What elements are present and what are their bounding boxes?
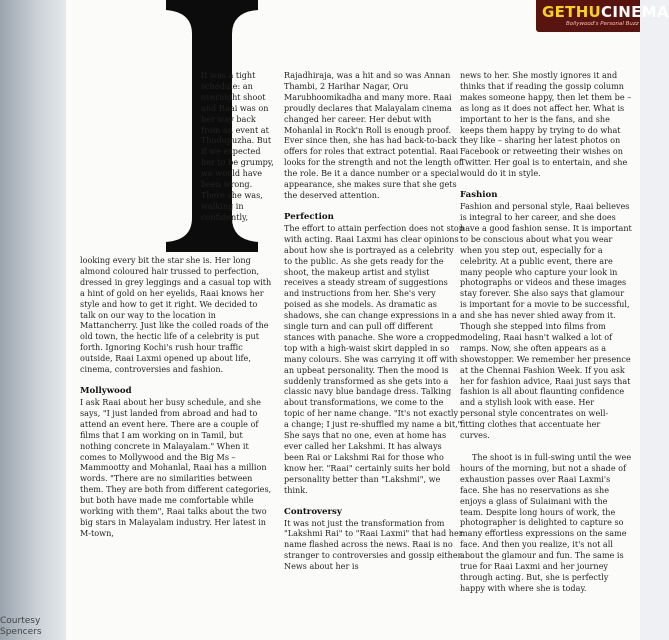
logo-brand-part-1: GETHU bbox=[542, 3, 602, 21]
perfection-heading: Perfection bbox=[284, 211, 334, 222]
mollywood-text: I ask Raai about her busy schedule, and she says, "I just landed from abroad and had to attend an event here. There are a couple of films that I am working on in Tamil, but nothing concrete in Malayalam." When it comes to Mollywood and the Big Ms – Mammootty and Mohanlal, Raai has a million words. "There are no similarities between them. They are both from different categories, but both have made me comfortable while working with them", Raai talks about the two big stars in Malayalam industry. Her latest in M-town, bbox=[80, 396, 272, 538]
gethucinema-logo bbox=[536, 0, 669, 32]
perfection-text: The effort to attain perfection does not stop with acting. Raai Laxmi has clear opinions about how she is portrayed as a celebrity to the public. As she gets ready for the shoot, the makeup artist and stylist receives a steady stream of suggestions and instructions from her. She's very poised as she models. As dramatic as shadows, she can change expressions in a single turn and can pull off different stances with panache. She wore a cropped top with a high-waist skirt dappled in so many colours. She was carrying it off with an upbeat personality. Then the mood is suddenly transformed as she gets into a classic navy blue bandage dress. Talking about transformations, we come to the topic of her name change. "It's not exactly a change; I just re-shuffled my name a bit," She says that no one, even at home has ever called her Lakshmi. It has always been Rai or Lakshmi Rai for those who know her. "Raai" certainly suits her bold personality better than "Lakshmi", we think. bbox=[284, 222, 464, 495]
mollywood-heading: Mollywood bbox=[80, 385, 132, 396]
column-1-text: looking every bit the star she is. Her long almond coloured hair trussed to perfection, dressed in grey leggings and a casual top with a hint of gold on her eyelids, Raai knows her style and how to get it right. We decided to talk on our way to the location in Mattancherry. Just like the coiled roads of the old town, the hectic life of a celebrity is put forth. Ignoring Kochi's rush hour traffic outside, Raai Laxmi opened up about life, cinema, controversies and fashion. bbox=[80, 255, 272, 375]
column-3 bbox=[460, 70, 632, 594]
controversy-heading: Controversy bbox=[284, 506, 342, 517]
intro-text: It was a tight schedule: an overnight shoot and Raai was on her way back from an event at Thodupuzha. But if we expected her to be grumpy, we would have been wrong. There she was, walking in confidently, bbox=[201, 70, 274, 222]
logo-tagline: Bollywood's Personal Buzz bbox=[566, 21, 639, 27]
photo-credit bbox=[0, 616, 64, 638]
logo-wordmark bbox=[542, 3, 669, 21]
credit-line-2: Spencers bbox=[0, 627, 42, 637]
logo-brand-part-2: CINEMA bbox=[601, 3, 669, 21]
magazine-page bbox=[66, 0, 640, 640]
fashion-text: Fashion and personal style, Raai believes is integral to her career, and she does have a good fashion sense. It is important to be conscious about what you wear when you step out, especially for a celebrity. At a public event, there are many people who capture your look in photographs or videos and these images stay forever. She also says that glamour is important for a movie to be successful, and she has never shied away from it. Though she stepped into films from modeling, Raai hasn't walked a lot of ramps. Now, she often appears as a showstopper. We remember her presence at the Chennai Fashion Week. If you ask her for fashion advice, Raai just says that fashion is all about flaunting confidence and a stylish look with ease. Her personal style concentrates on well-fitting clothes that accentuate her curves. bbox=[460, 201, 632, 441]
closing-text: The shoot is in full-swing until the wee hours of the morning, but not a shade of exhaustion passes over Raai Laxmi's face. She has no reservations as she enjoys a glass of Sulaimani with the team. Despite long hours of work, the photographer is delighted to capture so many effortless expressions on the same face. And then you realize, it's not all about the glamour and fun. The same is true for Raai Laxmi and her journey through acting. But, she is perfectly happy with where she is today. bbox=[460, 452, 632, 593]
column-3-text: news to her. She mostly ignores it and thinks that if reading the gossip column makes someone happy, then let them be – as long as it does not affect her. What is important to her is the fans, and she keeps them happy by trying to do what they like – sharing her latest photos on Facebook or retweeting their wishes on Twitter. Her goal is to entertain, and she would do it in style. bbox=[460, 70, 632, 179]
intro-paragraph bbox=[201, 70, 275, 223]
column-1 bbox=[80, 255, 274, 539]
fashion-heading: Fashion bbox=[460, 190, 498, 201]
column-2 bbox=[284, 70, 464, 572]
controversy-text: It was not just the transformation from "Lakshmi Rai" to "Raai Laxmi" that had her name flashed across the news. Raai is no stranger to controversies and gossip either. News about her is bbox=[284, 517, 464, 572]
credit-line-1: Courtesy bbox=[0, 616, 41, 626]
photo-edge-strip bbox=[0, 0, 66, 640]
column-2-text: Rajadhiraja, was a hit and so was Annan Thambi, 2 Harihar Nagar, Oru Marubhoomikadha and many more. Raai proudly declares that Malayalam cinema changed her career. Her debut with Mohanlal in Rock'n Roll is enough proof. Ever since then, she has had back-to-back offers for roles that extract potential. Raai looks for the strength and not the length of the role. Be it a dance number or a special appearance, she makes sure that she gets the deserved attention. bbox=[284, 70, 462, 200]
